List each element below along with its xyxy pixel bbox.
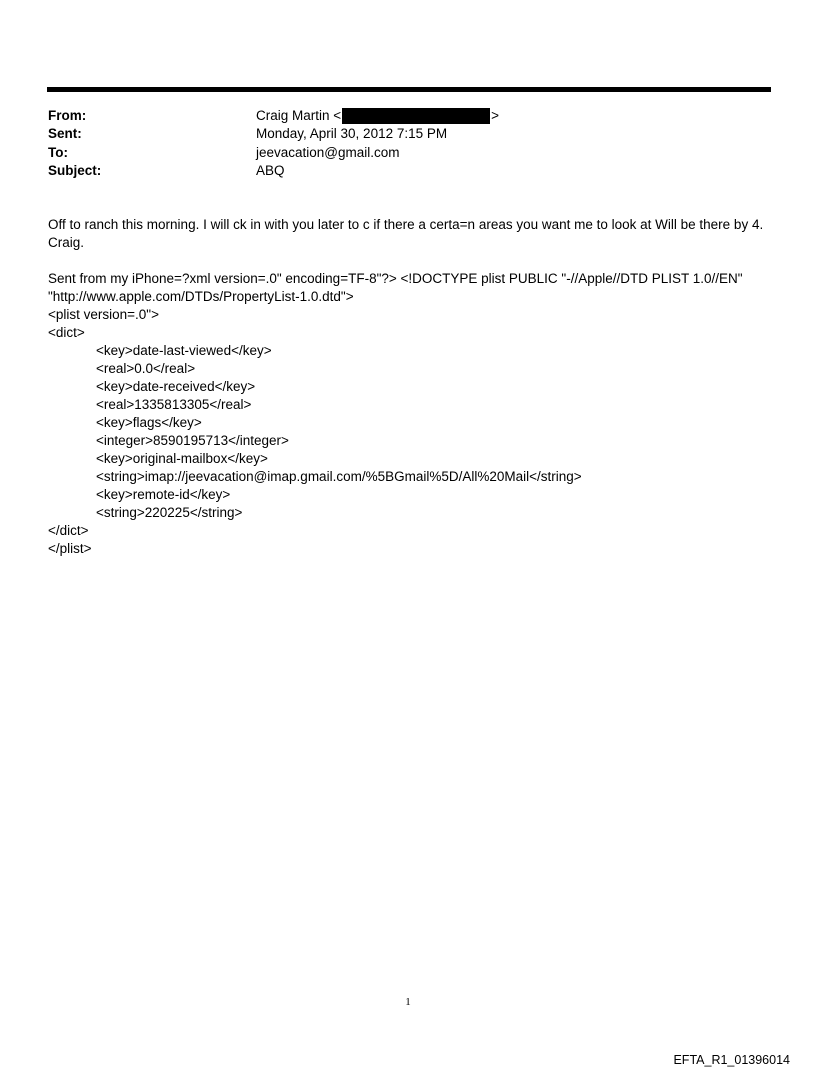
- dict-line: <key>date-last-viewed</key>: [96, 343, 272, 358]
- sent-from-line: Sent from my iPhone=?xml version=.0" encoding=TF-8"?> <!DOCTYPE plist PUBLIC "-//Apple//DTD PLIST 1.0//EN" "http://www.apple.com/DTDs/PropertyList-1.0.dtd">: [48, 271, 743, 304]
- message-text: Off to ranch this morning. I will ck in with you later to c if there a certa=n areas you want me to look at Will be there by 4.: [48, 217, 764, 232]
- from-name: Craig Martin <: [256, 108, 342, 123]
- from-close-bracket: >: [491, 108, 500, 123]
- bates-number: EFTA_R1_01396014: [673, 1053, 790, 1067]
- sent-row: [48, 125, 768, 143]
- dict-line: <real>1335813305</real>: [96, 397, 252, 412]
- signature: Craig.: [48, 235, 85, 250]
- dict-open: <dict>: [48, 325, 85, 340]
- plist-close: </plist>: [48, 541, 92, 556]
- dict-line: <key>remote-id</key>: [96, 487, 231, 502]
- redaction-box: [342, 108, 490, 124]
- dict-line: <key>original-mailbox</key>: [96, 451, 268, 466]
- sent-label: Sent:: [48, 126, 82, 142]
- header-divider: [47, 87, 771, 92]
- subject-row: [48, 162, 768, 180]
- from-value: [256, 107, 499, 125]
- dict-line: <string>220225</string>: [96, 505, 243, 520]
- spacer: [48, 252, 768, 270]
- dict-line: <real>0.0</real>: [96, 361, 196, 376]
- email-body: [48, 216, 768, 558]
- email-header: [48, 107, 768, 180]
- dict-line: <string>imap://jeevacation@imap.gmail.com/%5BGmail%5D/All%20Mail</string>: [96, 469, 582, 484]
- to-row: [48, 144, 768, 162]
- from-row: [48, 107, 768, 125]
- page-number: 1: [405, 996, 411, 1008]
- from-label: From:: [48, 108, 87, 123]
- to-label: To:: [48, 144, 68, 160]
- sent-value: Monday, April 30, 2012 7:15 PM: [256, 126, 448, 142]
- plist-open: <plist version=.0">: [48, 307, 159, 322]
- dict-line: <key>date-received</key>: [96, 379, 256, 394]
- subject-label: Subject:: [48, 162, 102, 178]
- dict-line: <key>flags</key>: [96, 415, 202, 430]
- subject-value: ABQ: [256, 162, 285, 178]
- dict-line: <integer>8590195713</integer>: [96, 433, 289, 448]
- to-value: jeevacation@gmail.com: [256, 144, 400, 160]
- dict-close: </dict>: [48, 523, 89, 538]
